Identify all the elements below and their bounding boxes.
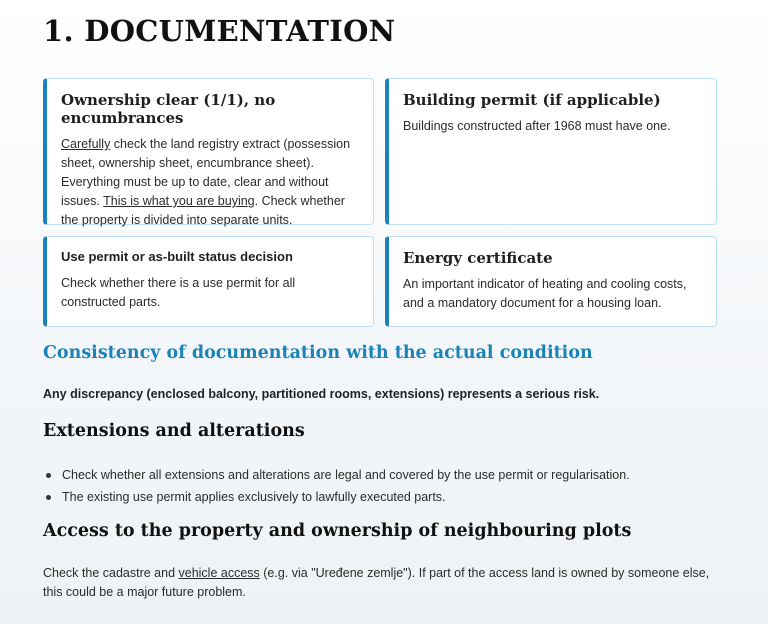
card-ownership-text xyxy=(61,135,359,230)
card-building-permit-text: Buildings constructed after 1968 must have one. xyxy=(403,119,671,133)
carefully-link[interactable]: Carefully xyxy=(61,137,111,151)
card-use-permit xyxy=(43,236,374,327)
card-ownership-text-part: . Check whether the property is divided into separate units. xyxy=(61,194,345,227)
list-item-text: The existing use permit applies exclusively to lawfully executed parts. xyxy=(62,490,446,504)
bullet-icon xyxy=(46,473,51,478)
list-item-text: Check whether all extensions and alterations are legal and covered by the use permit or regularisation. xyxy=(62,468,630,482)
access-heading: Access to the property and ownership of neighbouring plots xyxy=(43,521,632,541)
card-energy-certificate xyxy=(385,236,717,327)
card-building-permit-title: Building permit (if applicable) xyxy=(403,91,661,109)
vehicle-access-link[interactable]: vehicle access xyxy=(178,566,260,580)
consistency-heading: Consistency of documentation with the actual condition xyxy=(43,343,593,363)
consistency-note: Any discrepancy (enclosed balcony, partitioned rooms, extensions) represents a serious risk. xyxy=(43,387,600,401)
card-ownership xyxy=(43,78,374,225)
card-ownership-title: Ownership clear (1/1), no encumbrances xyxy=(61,91,276,127)
access-text-part: (e.g. via "Uređene zemlje"). If part of the access land is owned by someone else, this could be a major future problem. xyxy=(43,566,710,599)
card-ownership-text-part: check the land registry extract (possession sheet, ownership sheet, encumbrance sheet). Everything must be up to date, clear and without issues. xyxy=(61,137,351,208)
list-item xyxy=(43,464,717,486)
card-energy-certificate-title: Energy certificate xyxy=(403,249,553,267)
access-text xyxy=(43,564,723,602)
extensions-heading: Extensions and alterations xyxy=(43,421,305,441)
bullet-icon xyxy=(46,495,51,500)
extensions-list xyxy=(43,464,717,508)
card-use-permit-title: Use permit or as-built status decision xyxy=(61,249,293,264)
this-is-what-you-are-buying-link[interactable]: This is what you are buying xyxy=(103,194,255,208)
page-title: 1. DOCUMENTATION xyxy=(43,14,396,48)
list-item xyxy=(43,486,717,508)
access-text-part: Check the cadastre and xyxy=(43,566,179,580)
card-use-permit-text: Check whether there is a use permit for all constructed parts. xyxy=(61,276,296,309)
card-building-permit xyxy=(385,78,717,225)
card-energy-certificate-text: An important indicator of heating and cooling costs, and a mandatory document for a housing loan. xyxy=(403,277,687,310)
